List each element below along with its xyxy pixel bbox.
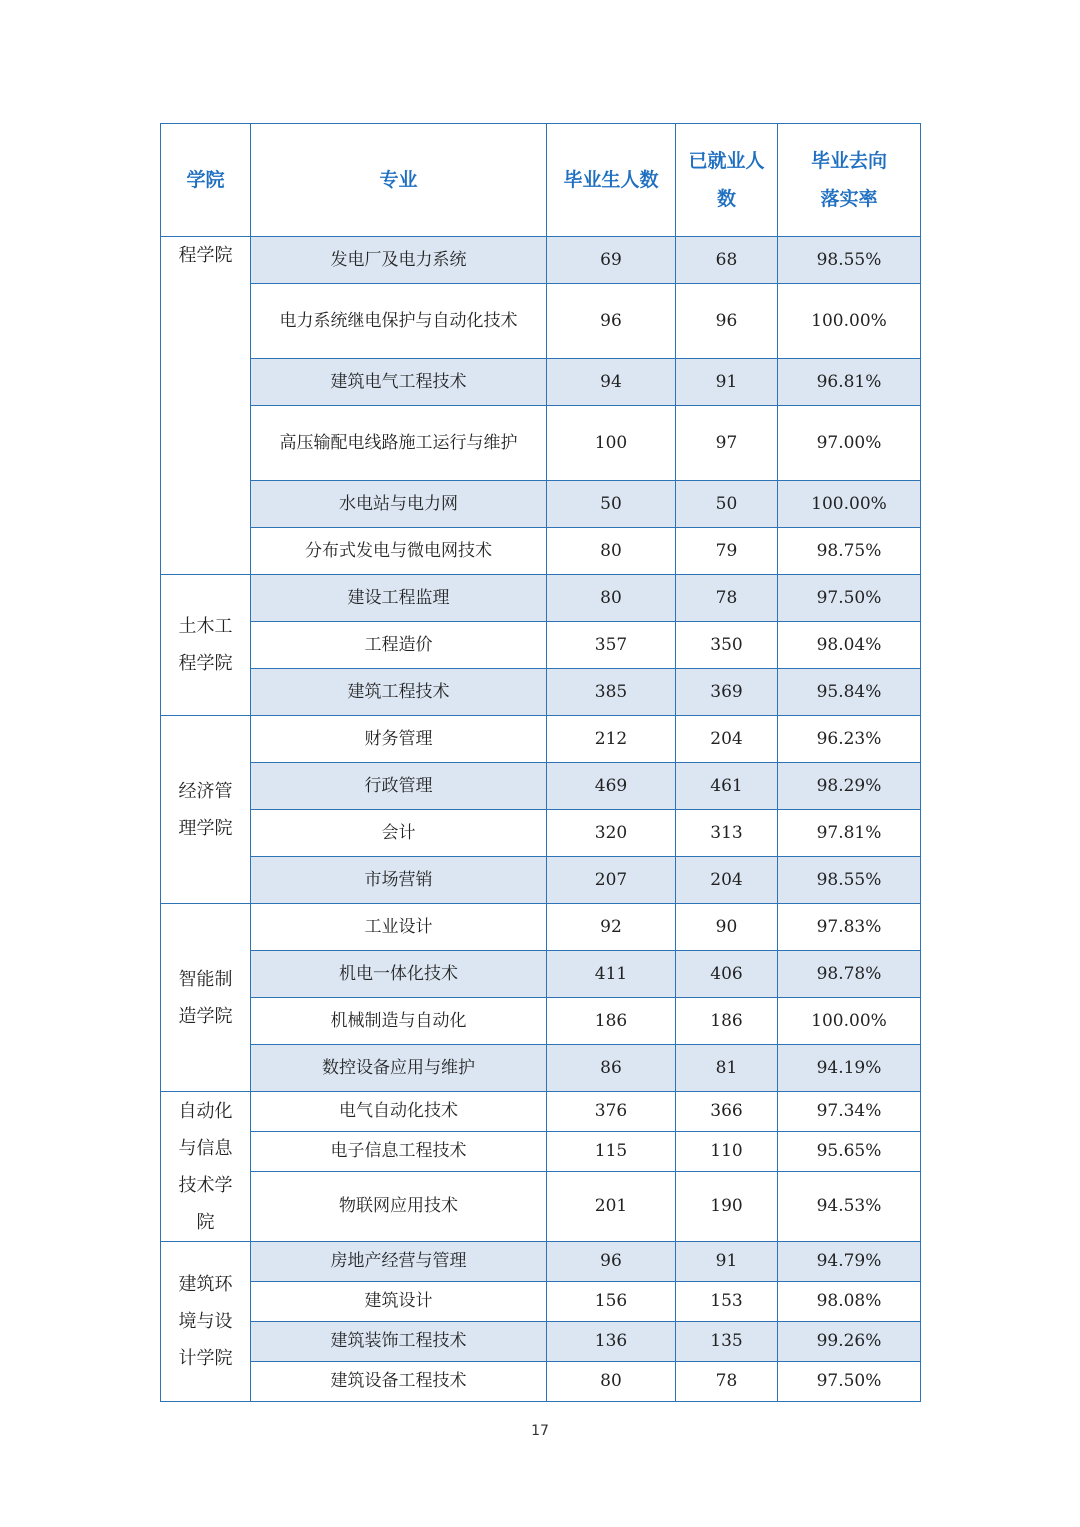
table-row	[161, 284, 921, 359]
major-cell: 建筑设备工程技术	[251, 1362, 547, 1402]
table-row	[161, 237, 921, 284]
table-row	[161, 528, 921, 575]
rate-cell: 97.00%	[778, 406, 921, 481]
table-row	[161, 1045, 921, 1092]
rate-cell: 98.08%	[778, 1282, 921, 1322]
graduates-cell: 96	[547, 284, 676, 359]
header-major: 专业	[251, 124, 547, 237]
major-cell: 机械制造与自动化	[251, 998, 547, 1045]
college-cell: 自动化与信息技术学院	[161, 1092, 251, 1242]
header-college: 学院	[161, 124, 251, 237]
rate-cell: 95.84%	[778, 669, 921, 716]
employed-cell: 369	[676, 669, 778, 716]
rate-cell: 98.29%	[778, 763, 921, 810]
rate-cell: 100.00%	[778, 998, 921, 1045]
major-cell: 分布式发电与微电网技术	[251, 528, 547, 575]
employed-cell: 97	[676, 406, 778, 481]
rate-cell: 97.50%	[778, 1362, 921, 1402]
major-cell: 建筑工程技术	[251, 669, 547, 716]
graduates-cell: 100	[547, 406, 676, 481]
employed-cell: 79	[676, 528, 778, 575]
graduates-cell: 80	[547, 528, 676, 575]
major-cell: 发电厂及电力系统	[251, 237, 547, 284]
major-cell: 工程造价	[251, 622, 547, 669]
major-cell: 数控设备应用与维护	[251, 1045, 547, 1092]
table-row	[161, 904, 921, 951]
rate-cell: 94.19%	[778, 1045, 921, 1092]
employed-cell: 204	[676, 716, 778, 763]
table-row	[161, 575, 921, 622]
employed-cell: 153	[676, 1282, 778, 1322]
rate-cell: 100.00%	[778, 284, 921, 359]
rate-cell: 98.75%	[778, 528, 921, 575]
employed-cell: 135	[676, 1322, 778, 1362]
table-row	[161, 359, 921, 406]
employed-cell: 81	[676, 1045, 778, 1092]
employed-cell: 350	[676, 622, 778, 669]
major-cell: 工业设计	[251, 904, 547, 951]
major-cell: 建筑设计	[251, 1282, 547, 1322]
major-cell: 市场营销	[251, 857, 547, 904]
header-row	[161, 124, 921, 237]
rate-cell: 98.55%	[778, 237, 921, 284]
table-row	[161, 1132, 921, 1172]
employed-cell: 91	[676, 1242, 778, 1282]
table-row	[161, 481, 921, 528]
header-graduates: 毕业生人数	[547, 124, 676, 237]
table-row	[161, 1282, 921, 1322]
rate-cell: 100.00%	[778, 481, 921, 528]
rate-cell: 95.65%	[778, 1132, 921, 1172]
rate-cell: 97.81%	[778, 810, 921, 857]
graduates-cell: 385	[547, 669, 676, 716]
table-row	[161, 716, 921, 763]
graduates-cell: 92	[547, 904, 676, 951]
major-cell: 水电站与电力网	[251, 481, 547, 528]
graduates-cell: 80	[547, 1362, 676, 1402]
employed-cell: 190	[676, 1172, 778, 1242]
table-row	[161, 1172, 921, 1242]
graduates-cell: 411	[547, 951, 676, 998]
table-row	[161, 1092, 921, 1132]
employed-cell: 78	[676, 1362, 778, 1402]
table-body	[161, 237, 921, 1402]
rate-cell: 98.78%	[778, 951, 921, 998]
major-cell: 机电一体化技术	[251, 951, 547, 998]
employed-cell: 186	[676, 998, 778, 1045]
employed-cell: 68	[676, 237, 778, 284]
major-cell: 会计	[251, 810, 547, 857]
employed-cell: 91	[676, 359, 778, 406]
major-cell: 房地产经营与管理	[251, 1242, 547, 1282]
graduates-cell: 186	[547, 998, 676, 1045]
table-row	[161, 998, 921, 1045]
graduates-cell: 212	[547, 716, 676, 763]
graduates-cell: 376	[547, 1092, 676, 1132]
employed-cell: 313	[676, 810, 778, 857]
rate-cell: 97.34%	[778, 1092, 921, 1132]
rate-cell: 96.81%	[778, 359, 921, 406]
graduates-cell: 69	[547, 237, 676, 284]
table-row	[161, 951, 921, 998]
graduates-cell: 86	[547, 1045, 676, 1092]
graduates-cell: 357	[547, 622, 676, 669]
major-cell: 建筑电气工程技术	[251, 359, 547, 406]
employed-cell: 366	[676, 1092, 778, 1132]
major-cell: 行政管理	[251, 763, 547, 810]
graduates-cell: 50	[547, 481, 676, 528]
major-cell: 建筑装饰工程技术	[251, 1322, 547, 1362]
table-row	[161, 857, 921, 904]
graduates-cell: 156	[547, 1282, 676, 1322]
rate-cell: 99.26%	[778, 1322, 921, 1362]
rate-cell: 94.79%	[778, 1242, 921, 1282]
table-row	[161, 1362, 921, 1402]
employed-cell: 406	[676, 951, 778, 998]
major-cell: 高压输配电线路施工运行与维护	[251, 406, 547, 481]
graduates-cell: 115	[547, 1132, 676, 1172]
header-employed: 已就业人数	[676, 124, 778, 237]
graduates-cell: 207	[547, 857, 676, 904]
graduates-cell: 96	[547, 1242, 676, 1282]
rate-cell: 97.50%	[778, 575, 921, 622]
college-cell: 智能制造学院	[161, 904, 251, 1092]
employed-cell: 90	[676, 904, 778, 951]
table-row	[161, 1322, 921, 1362]
employed-cell: 461	[676, 763, 778, 810]
graduates-cell: 201	[547, 1172, 676, 1242]
employment-table	[160, 123, 921, 1402]
graduates-cell: 469	[547, 763, 676, 810]
major-cell: 电气自动化技术	[251, 1092, 547, 1132]
page-number: 17	[531, 1423, 549, 1439]
employed-cell: 204	[676, 857, 778, 904]
table-row	[161, 406, 921, 481]
rate-cell: 98.04%	[778, 622, 921, 669]
table-row	[161, 669, 921, 716]
table-row	[161, 763, 921, 810]
rate-cell: 98.55%	[778, 857, 921, 904]
rate-cell: 96.23%	[778, 716, 921, 763]
employed-cell: 50	[676, 481, 778, 528]
rate-cell: 97.83%	[778, 904, 921, 951]
major-cell: 物联网应用技术	[251, 1172, 547, 1242]
table-row	[161, 622, 921, 669]
major-cell: 电子信息工程技术	[251, 1132, 547, 1172]
college-cell: 经济管理学院	[161, 716, 251, 904]
employed-cell: 96	[676, 284, 778, 359]
graduates-cell: 320	[547, 810, 676, 857]
graduates-cell: 136	[547, 1322, 676, 1362]
major-cell: 建设工程监理	[251, 575, 547, 622]
employed-cell: 110	[676, 1132, 778, 1172]
major-cell: 电力系统继电保护与自动化技术	[251, 284, 547, 359]
table-row	[161, 810, 921, 857]
header-rate: 毕业去向落实率	[778, 124, 921, 237]
college-cell: 程学院	[161, 237, 251, 575]
employed-cell: 78	[676, 575, 778, 622]
graduates-cell: 80	[547, 575, 676, 622]
college-cell: 建筑环境与设计学院	[161, 1242, 251, 1402]
major-cell: 财务管理	[251, 716, 547, 763]
table-row	[161, 1242, 921, 1282]
college-cell: 土木工程学院	[161, 575, 251, 716]
rate-cell: 94.53%	[778, 1172, 921, 1242]
graduates-cell: 94	[547, 359, 676, 406]
